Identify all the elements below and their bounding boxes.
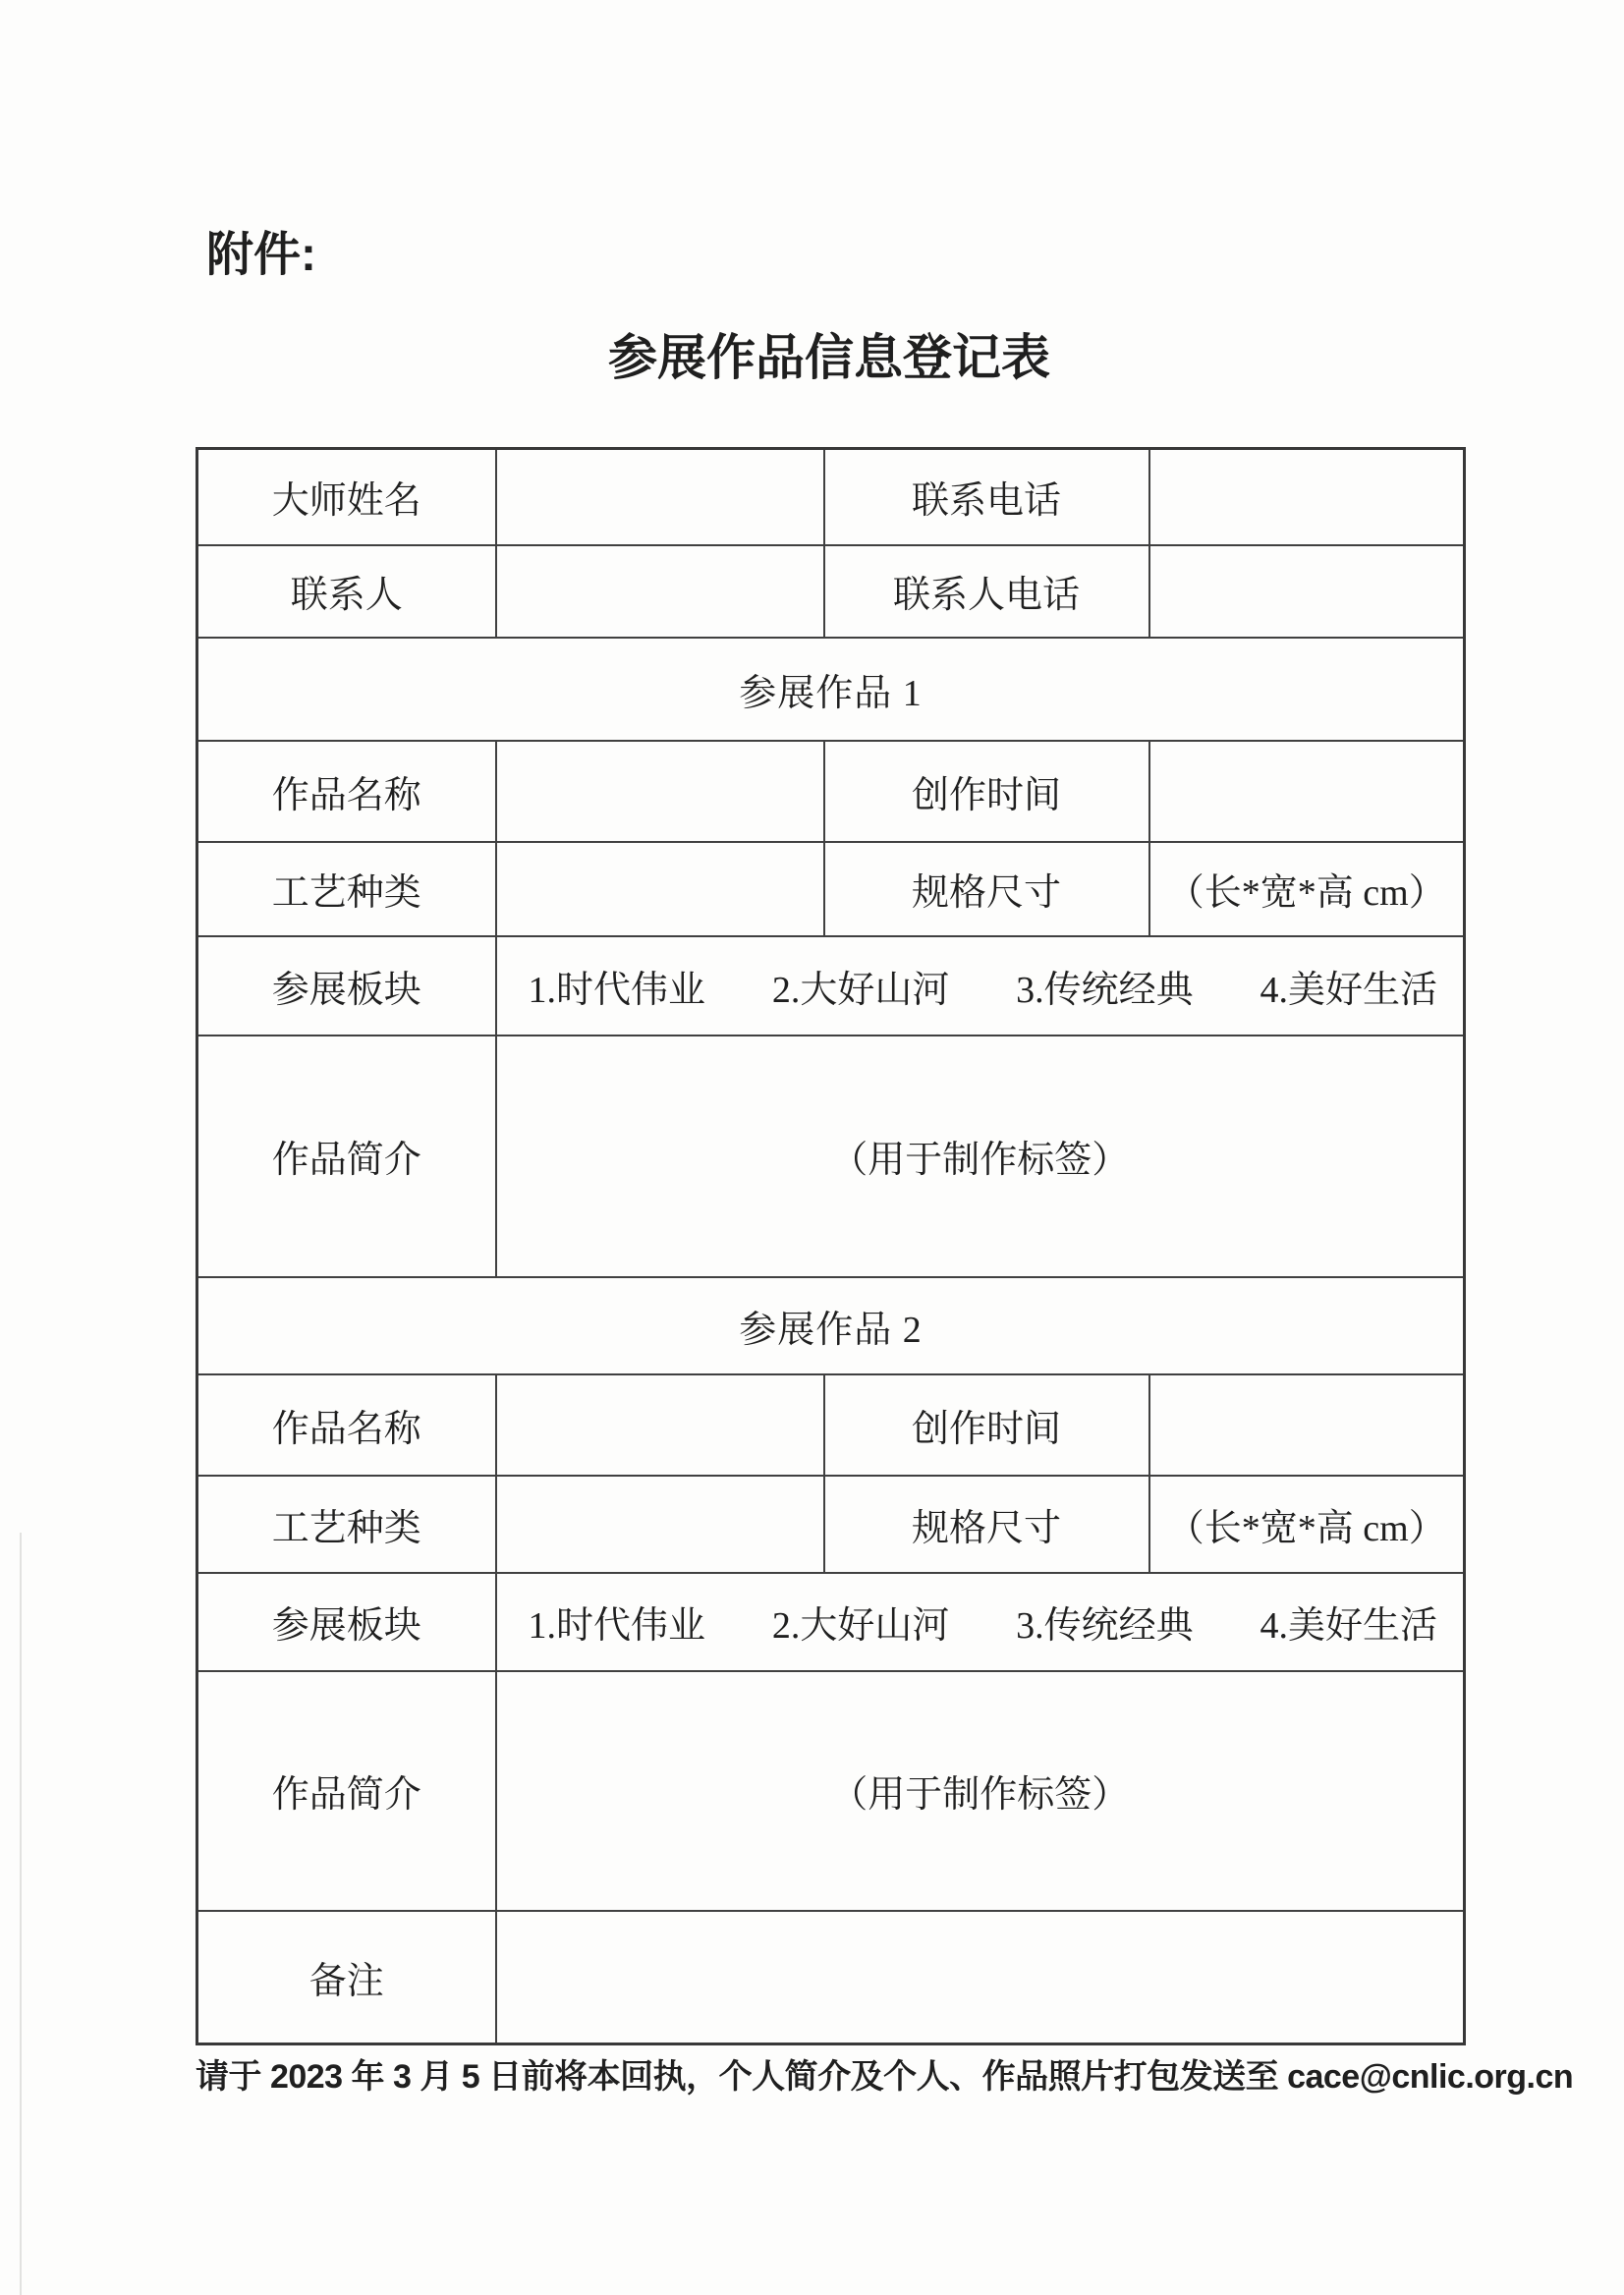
s1-craft-type-label: 工艺种类 — [197, 842, 496, 936]
contact-person-phone-input-cell[interactable] — [1149, 545, 1465, 638]
board-option-3: 3.传统经典 — [1016, 969, 1194, 1011]
s2-creation-time-label: 创作时间 — [824, 1374, 1149, 1476]
s2-work-name-label: 作品名称 — [197, 1374, 496, 1476]
table-row — [197, 1476, 1465, 1573]
table-row — [197, 1277, 1465, 1374]
s1-board-options-cell — [496, 936, 1465, 1036]
s2-board-options-cell — [496, 1573, 1465, 1671]
contact-person-label: 联系人 — [197, 545, 496, 638]
remark-label: 备注 — [197, 1911, 496, 2044]
table-row — [197, 545, 1465, 638]
table-row — [197, 1573, 1465, 1671]
table-row — [197, 1374, 1465, 1476]
table-row — [197, 741, 1465, 842]
s2-board-label: 参展板块 — [197, 1573, 496, 1671]
phone-input-cell[interactable] — [1149, 449, 1465, 545]
footer-instruction: 请于 2023 年 3 月 5 日前将本回执，个人简介及个人、作品照片打包发送至 cace@cnlic.org.cn — [196, 2058, 1574, 2096]
table-row — [197, 638, 1465, 741]
s1-work-name-label: 作品名称 — [197, 741, 496, 842]
s2-work-name-input-cell[interactable] — [496, 1374, 824, 1476]
s1-intro-hint-cell[interactable]: （用于制作标签） — [496, 1036, 1465, 1277]
board-option-4: 4.美好生活 — [1260, 969, 1437, 1011]
s1-creation-time-label: 创作时间 — [824, 741, 1149, 842]
phone-label: 联系电话 — [824, 449, 1149, 545]
s1-spec-hint-cell[interactable]: （长*宽*高 cm） — [1149, 842, 1465, 936]
s1-intro-label: 作品简介 — [197, 1036, 496, 1277]
s1-work-name-input-cell[interactable] — [496, 741, 824, 842]
board-option-4: 4.美好生活 — [1260, 1605, 1437, 1647]
master-name-label: 大师姓名 — [197, 449, 496, 545]
contact-person-phone-label: 联系人电话 — [824, 545, 1149, 638]
s2-craft-type-label: 工艺种类 — [197, 1476, 496, 1573]
s1-board-label: 参展板块 — [197, 936, 496, 1036]
s1-spec-label: 规格尺寸 — [824, 842, 1149, 936]
s2-intro-hint-cell[interactable]: （用于制作标签） — [496, 1671, 1465, 1911]
table-row — [197, 449, 1465, 545]
s1-craft-type-input-cell[interactable] — [496, 842, 824, 936]
board-options — [497, 959, 1464, 1013]
s2-craft-type-input-cell[interactable] — [496, 1476, 824, 1573]
contact-person-input-cell[interactable] — [496, 545, 824, 638]
board-option-2: 2.大好山河 — [771, 1605, 950, 1647]
board-option-3: 3.传统经典 — [1016, 1605, 1194, 1647]
table-row — [197, 936, 1465, 1036]
board-option-1: 1.时代伟业 — [528, 969, 706, 1011]
s2-spec-hint-cell[interactable]: （长*宽*高 cm） — [1149, 1476, 1465, 1573]
master-name-input-cell[interactable] — [496, 449, 824, 545]
section2-header-cell: 参展作品 2 — [197, 1277, 1465, 1374]
s2-creation-time-input-cell[interactable] — [1149, 1374, 1465, 1476]
table-row — [197, 1036, 1465, 1277]
attachment-label: 附件: — [206, 229, 316, 281]
section1-header-cell: 参展作品 1 — [197, 638, 1465, 741]
s1-creation-time-input-cell[interactable] — [1149, 741, 1465, 842]
board-option-1: 1.时代伟业 — [528, 1605, 706, 1647]
table-row — [197, 842, 1465, 936]
scan-edge-artifact — [20, 1533, 22, 2295]
board-option-2: 2.大好山河 — [771, 969, 950, 1011]
table-row — [197, 1671, 1465, 1911]
s2-spec-label: 规格尺寸 — [824, 1476, 1149, 1573]
remark-input-cell[interactable] — [496, 1911, 1465, 2044]
table-row — [197, 1911, 1465, 2044]
board-options — [497, 1595, 1464, 1649]
registration-form-table — [196, 447, 1466, 2045]
s2-intro-label: 作品简介 — [197, 1671, 496, 1911]
page-title: 参展作品信息登记表 — [608, 330, 1050, 385]
